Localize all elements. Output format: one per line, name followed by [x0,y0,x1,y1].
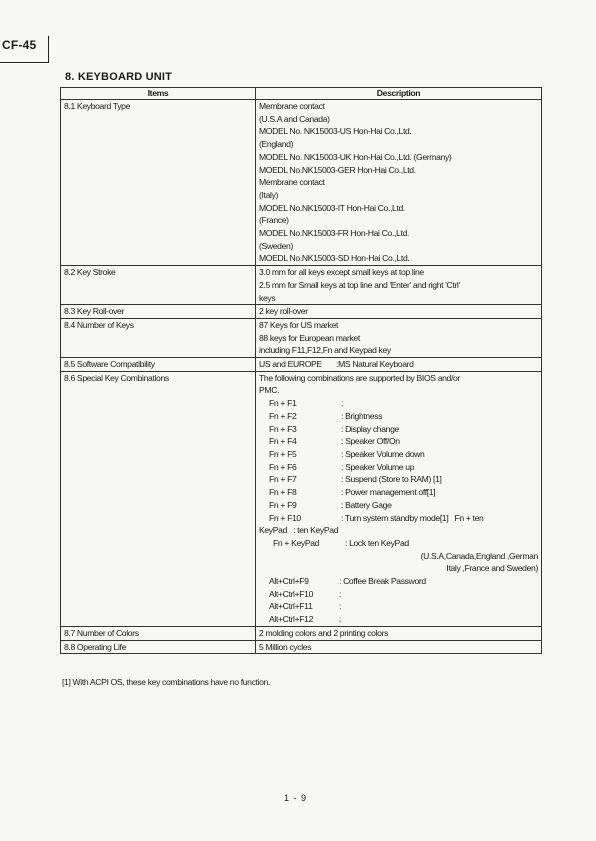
item-rollover: 8.3 Key Roll-over [61,305,256,319]
key-combo [259,512,538,525]
combo-key: Alt+Ctrl+F9 [269,576,309,587]
doc-code: CF-45 [2,38,37,52]
combo-desc: : Power management off[1] [341,487,436,498]
item-number-of-keys: 8.4 Number of Keys [61,318,256,357]
key-combo [259,473,538,486]
desc-software-compat: US and EUROPE :MS Natural Keyboard [256,358,542,372]
table-row [61,371,542,626]
item-number-of-colors: 8.7 Number of Colors [61,626,256,640]
combo-desc: : Brightness [341,410,383,421]
key-combo [259,448,538,461]
combo-key: Fn + F10 [269,512,301,523]
item-special-keys: 8.6 Special Key Combinations [61,371,256,626]
desc-line: Membrane contact [259,101,325,111]
combo-key: Alt+Ctrl+F11 [269,601,313,612]
desc-line: 2.5 mm for Small keys at top line and 'Enter' and right 'Ctrl' [259,279,460,290]
key-combo [259,486,538,499]
combo-key: Fn + F2 [269,410,297,421]
combo-desc: : Suspend (Store to RAM) [1] [341,474,442,485]
desc-key-stroke [256,266,542,305]
desc-line: 87 Keys for US market [259,319,339,330]
desc-line: 88 keys for European market [259,332,360,343]
key-combo [259,537,538,550]
key-combo [259,499,538,512]
table-row [61,626,542,640]
combo-desc: : Lock ten KeyPad [345,537,409,548]
desc-line: (U.S.A,Canada,England ,German [420,550,538,561]
item-keyboard-type: 8.1 Keyboard Type [61,100,256,266]
desc-line: MOEDL No.NK15003-GER Hon-Hai Co.,Ltd. [259,164,416,175]
page-number: 1 - 9 [284,793,308,803]
table-header-row [61,88,542,100]
description-header: Description [256,88,542,100]
desc-keyboard-type [256,100,542,266]
desc-line: PMC. [259,385,280,396]
key-combo [259,410,538,423]
desc-line: (U.S.A and Canada) [259,113,330,124]
table-row [61,318,542,357]
combo-desc: : Speaker Volume down [341,448,425,459]
key-combo [259,613,538,626]
page-header-code-box [0,36,49,63]
key-combo [259,575,538,588]
desc-number-of-colors: 2 molding colors and 2 printing colors [256,626,542,640]
desc-line: MOEDL No.NK15003-SD Hon-Hai Co.,Ltd. [259,253,410,264]
combo-key: Alt+Ctrl+F12 [269,614,314,625]
combo-desc: : Speaker Volume up [341,461,415,472]
desc-rollover: 2 key roll-over [256,305,542,319]
key-combo [259,397,538,410]
key-combo [259,423,538,436]
key-combo [259,435,538,448]
combo-desc: : [339,614,342,625]
combo-key: Fn + F7 [269,474,297,485]
desc-line: MODEL No.NK15003-FR Hon-Hai Co.,Ltd. [259,228,409,239]
combo-key: Fn + F6 [269,461,297,472]
table-row [61,100,542,266]
combo-desc: : Turn system standby mode[1] Fn + ten [341,512,484,523]
table-row [61,358,542,372]
combo-desc: : Coffee Break Password [339,576,426,587]
combo-key: Fn + F9 [269,499,297,510]
combo-key: Fn + KeyPad [273,537,320,548]
keyboard-spec-table [60,87,542,654]
desc-line: (France) [259,215,289,226]
item-key-stroke: 8.2 Key Stroke [61,266,256,305]
desc-special-keys [256,371,542,626]
key-combo [259,588,538,601]
combo-desc: : [339,588,342,599]
desc-line: MODEL No.NK15003-IT Hon-Hai Co.,Ltd. [259,202,405,213]
desc-line: including F11,F12,Fn and Keypad key [259,345,391,356]
table-row [61,305,542,319]
desc-line: (England) [259,139,294,150]
key-combo [259,461,538,474]
desc-line: KeyPad : ten KeyPad [259,525,339,536]
combo-key: Fn + F8 [269,487,297,498]
table-row [61,640,542,654]
combo-key: Fn + F5 [269,448,297,459]
combo-key: Alt+Ctrl+F10 [269,588,314,599]
desc-line: MODEL No. NK15003-US Hon-Hai Co.,Ltd. [259,126,412,137]
desc-operating-life: 5 Million cycles [256,640,542,654]
desc-line: Membrane contact [259,177,325,188]
desc-line: (Italy) [259,189,279,200]
combo-desc: : [339,601,342,612]
section-title: 8. KEYBOARD UNIT [65,71,173,83]
desc-line: keys [259,292,276,303]
combo-key: Fn + F4 [269,436,297,447]
item-operating-life: 8.8 Operating Life [61,640,256,654]
combo-key: Fn + F3 [269,423,297,434]
combo-desc: : Display change [341,423,399,434]
desc-line: 3.0 mm for all keys except small keys at top line [259,267,424,278]
desc-line: Italy ,France and Sweden) [446,563,538,574]
footnote: [1] With ACPI OS, these key combinations have no function. [62,677,271,687]
combo-desc: : Battery Gage [341,499,392,510]
combo-key: Fn + F1 [269,398,297,409]
key-combo [259,600,538,613]
desc-line: MODEL No. NK15003-UK Hon-Hai Co.,Ltd. (Germany) [259,151,452,162]
table-row [61,266,542,305]
combo-desc: : Speaker Off/On [341,436,400,447]
desc-line: (Sweden) [259,240,293,251]
desc-line: The following combinations are supported by BIOS and/or [259,372,460,383]
combo-desc: : [341,398,344,409]
items-header: Items [61,88,256,100]
item-software-compat: 8.5 Software Compatibility [61,358,256,372]
desc-number-of-keys [256,318,542,357]
